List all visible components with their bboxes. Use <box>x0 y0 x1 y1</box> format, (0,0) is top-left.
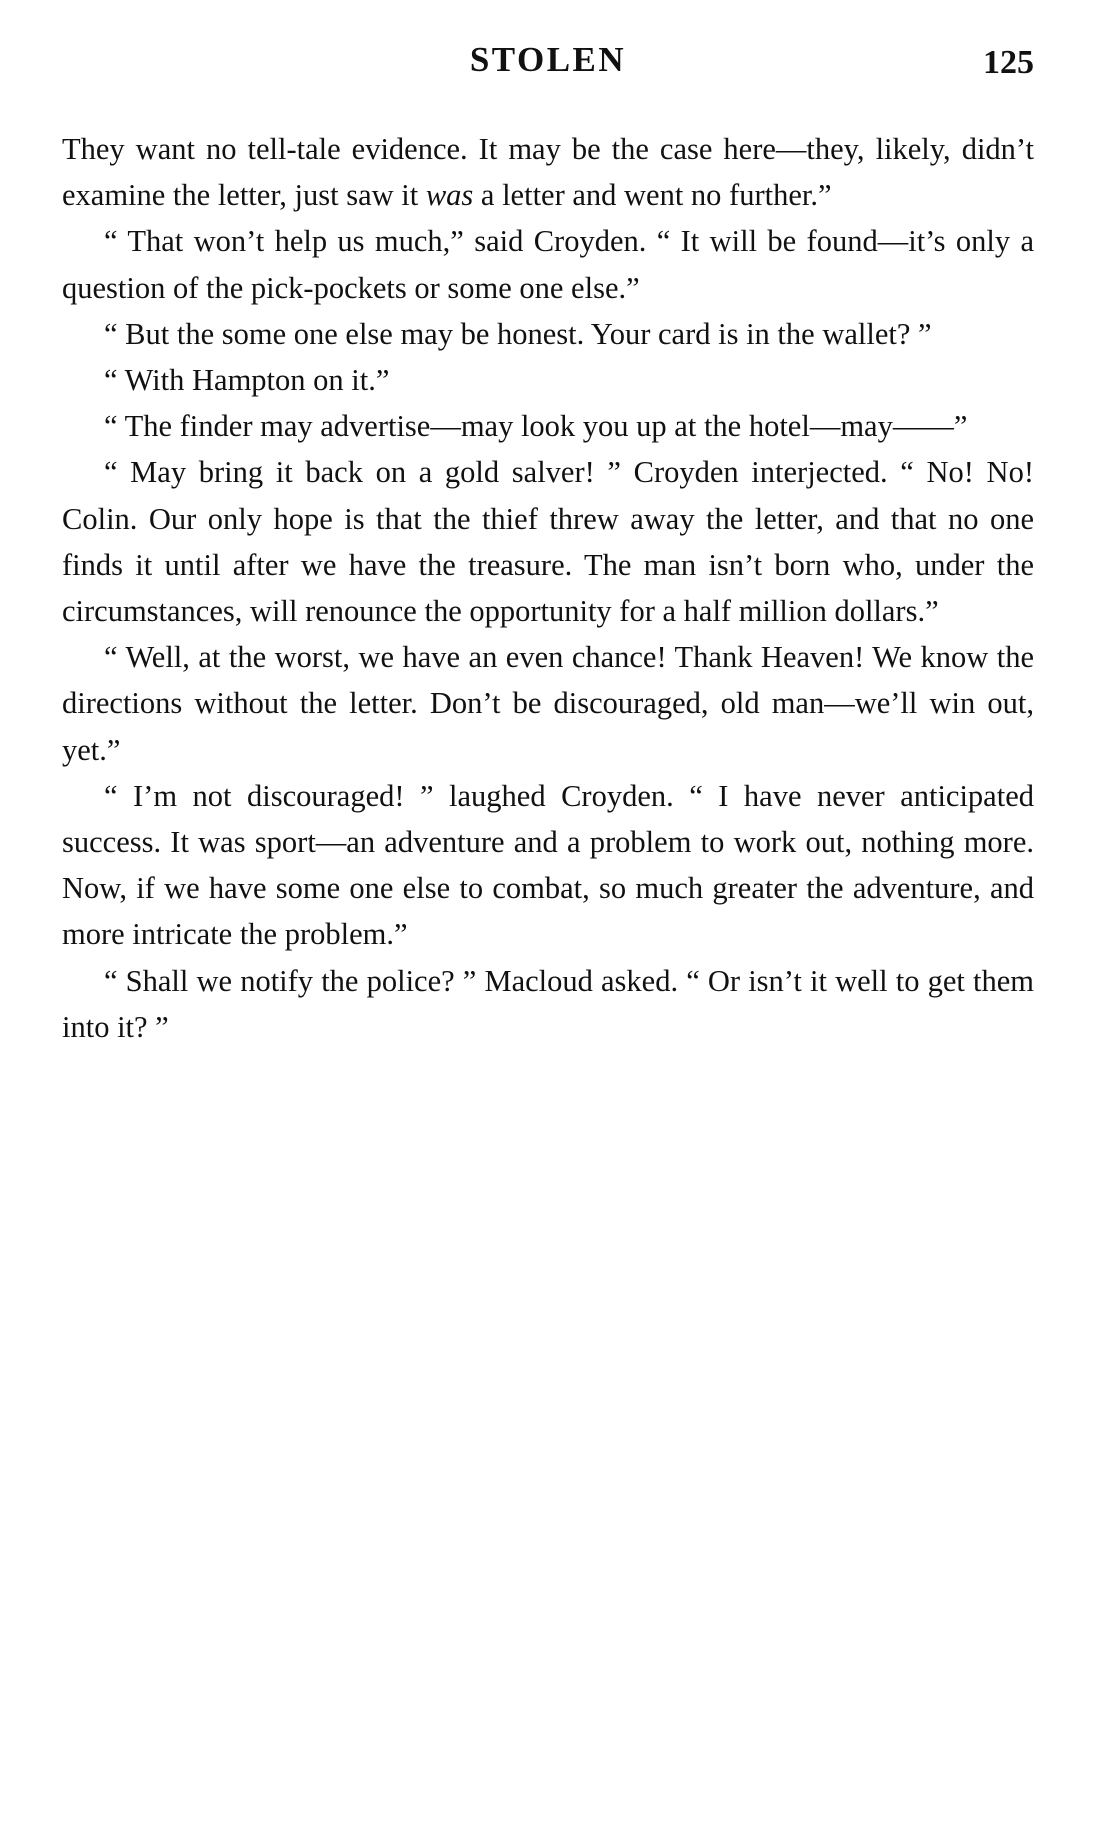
paragraph: “ I’m not discouraged! ” laughed Croyden. “ I have never anticipated success. It was sport—an adventure and a problem to work out, nothing more. Now, if we have some one else to combat, so much greater the adventure, and more intricate the problem.” <box>62 778 1034 952</box>
page-number: 125 <box>983 44 1034 81</box>
page-title: STOLEN <box>469 40 627 79</box>
paragraph: “ But the some one else may be honest. Your card is in the wallet? ” <box>104 316 932 351</box>
paragraph: “ The finder may advertise—may look you up at the hotel—may——” <box>104 409 968 444</box>
running-head <box>62 28 1034 106</box>
paragraph: “ Well, at the worst, we have an even chance! Thank Heaven! We know the directions without the letter. Don’t be discouraged, old man—we’ll win out, yet.” <box>62 640 1034 767</box>
paragraph: They want no tell-tale evidence. It may be the case here—they, likely, didn’t examine the letter, just saw it was a letter and went no further.” <box>62 132 1034 213</box>
paragraph: “ May bring it back on a gold salver! ” Croyden interjected. “ No! No! Colin. Our only hope is that the thief threw away the letter, and that no one finds it until after we have the treasure. The man isn’t born who, under the circumstances, will renounce the opportunity for a half million dollars.” <box>62 455 1034 629</box>
paragraph: “ That won’t help us much,” said Croyden. “ It will be found—it’s only a question of the pick-pockets or some one else.” <box>62 224 1034 305</box>
body-text <box>62 126 1034 1050</box>
paragraph: “ Shall we notify the police? ” Macloud asked. “ Or isn’t it well to get them into it? ” <box>62 963 1034 1044</box>
paragraph: “ With Hampton on it.” <box>104 363 390 398</box>
